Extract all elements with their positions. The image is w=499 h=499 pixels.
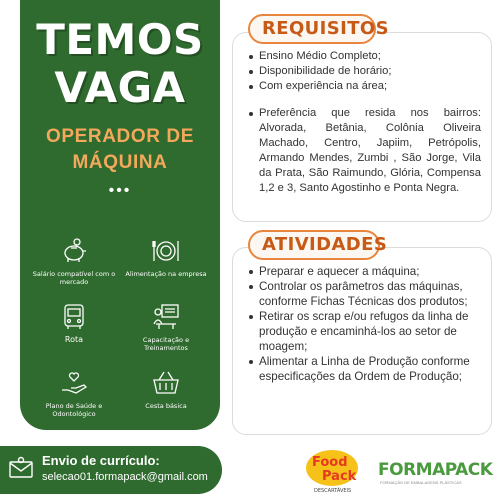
list-item: Retirar os scrap e/ou refugos da linha de produção e encaminhá-los ao setor de moagem; [247,309,481,354]
benefit-meal [120,236,212,294]
benefit-label: Salário compatível com o mercado [32,270,116,286]
headline-line1: TEMOS [36,15,204,64]
headline [36,16,204,112]
activities-card [232,247,492,435]
health-hand-icon [59,368,89,398]
requirements-list [247,49,481,196]
resume-submission-bar [0,446,222,494]
foodpack-logo-food: Food [312,455,348,470]
list-item: Preparar e aquecer a máquina; [247,264,481,279]
dots-decoration: ••• [108,182,132,199]
formapack-logo-text: FORMAPACK [378,460,493,480]
benefit-label: Cesta básica [145,402,187,410]
list-item: Alimentar a Linha de Produção conforme especificações da Ordem de Produção; [247,354,481,384]
formapack-logo [378,456,493,490]
benefit-health [28,368,120,426]
benefit-label: Plano de Saúde e Odontológico [45,402,103,418]
hiring-panel [20,0,220,430]
benefit-bus [28,302,120,360]
benefit-label: Rota [64,335,84,344]
formapack-logo-sub: FORMAÇÃO DE EMBALAGENS PLÁSTICAS [380,480,462,485]
benefit-label: Capacitação e Treinamentos [142,336,190,352]
job-role-line1: OPERADOR DE [45,126,195,147]
list-item: Ensino Médio Completo; [247,49,481,64]
training-icon [151,302,181,332]
list-item: Com experiência na área; [247,79,481,94]
list-item: Preferência que resida nos bairros: Alvorada, Betânia, Colônia Oliveira Machado, Centro, Japiim, Petrópolis, Armando Mendes, Zumbi , São Jorge, Vila da Prata, São Raimundo, Glória, Compensa 1,2 e 3, Santo Agostinho e Ponta Negra. [247,106,481,196]
benefit-training [120,302,212,360]
activities-heading: ATIVIDADES [248,230,380,260]
foodpack-logo [302,448,366,494]
list-item: Disponibilidade de horário; [247,64,481,79]
piggy-bank-icon [59,236,89,266]
resume-label: Envio de currículo: [42,453,160,468]
job-role [46,124,194,176]
resume-email-link[interactable]: selecao01.formapack@gmail.com [42,471,208,483]
requirements-heading: REQUISITOS [248,14,376,44]
activities-list [247,264,481,384]
foodpack-logo-pack: Pack [322,469,357,484]
headline-line2: VAGA [54,63,186,112]
benefit-basket [120,368,212,426]
benefits-grid [28,236,212,426]
job-role-line2: MÁQUINA [72,152,168,173]
meal-plate-icon [151,236,181,266]
benefit-salary [28,236,120,294]
foodpack-logo-sub: DESCARTÁVEIS [314,488,352,494]
basket-icon [151,368,181,398]
bus-icon [59,302,89,332]
requirements-card [232,32,492,222]
benefit-label: Alimentação na empresa [125,270,207,278]
envelope-at-icon [8,456,34,482]
list-item: Controlar os parâmetros das máquinas, conforme Fichas Técnicas dos produtos; [247,279,481,309]
